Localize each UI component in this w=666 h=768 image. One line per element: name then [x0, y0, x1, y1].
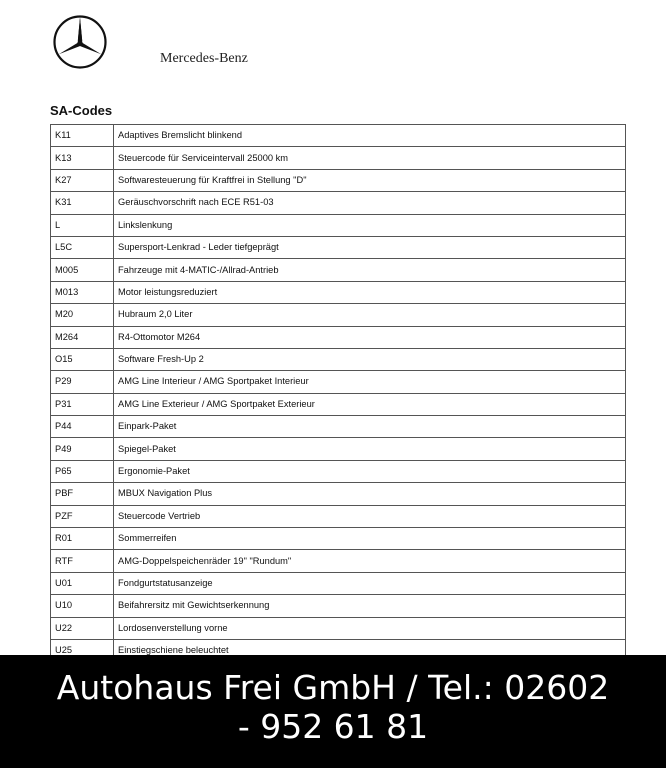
table-row	[51, 125, 626, 147]
sa-code-cell: L5C	[51, 236, 114, 258]
sa-code-cell: M013	[51, 281, 114, 303]
sa-description-cell: Hubraum 2,0 Liter	[114, 304, 626, 326]
sa-code-cell: P49	[51, 438, 114, 460]
sa-code-cell: K13	[51, 147, 114, 169]
sa-description-cell: Lordosenverstellung vorne	[114, 617, 626, 639]
table-row	[51, 371, 626, 393]
table-row	[51, 483, 626, 505]
sa-code-cell: PBF	[51, 483, 114, 505]
table-row	[51, 348, 626, 370]
sa-description-cell: Beifahrersitz mit Gewichtserkennung	[114, 595, 626, 617]
sa-code-cell: U10	[51, 595, 114, 617]
brand-name: Mercedes-Benz	[160, 51, 248, 66]
sa-description-cell: AMG-Doppelspeichenräder 19" "Rundum"	[114, 550, 626, 572]
sa-description-cell: Steuercode für Serviceintervall 25000 km	[114, 147, 626, 169]
sa-code-cell: RTF	[51, 550, 114, 572]
sa-description-cell: Softwaresteuerung für Kraftfrei in Stellung "D"	[114, 169, 626, 191]
sa-description-cell: Einstiegschiene beleuchtet	[114, 639, 626, 661]
table-row	[51, 281, 626, 303]
sa-code-cell: M005	[51, 259, 114, 281]
table-row	[51, 169, 626, 191]
section-title: SA-Codes	[50, 103, 113, 118]
sa-description-cell: AMG Line Exterieur / AMG Sportpaket Exterieur	[114, 393, 626, 415]
sa-code-cell: P29	[51, 371, 114, 393]
mercedes-star-icon	[52, 14, 108, 70]
table-row	[51, 393, 626, 415]
table-row	[51, 595, 626, 617]
sa-description-cell: Geräuschvorschrift nach ECE R51-03	[114, 192, 626, 214]
sa-code-cell: K27	[51, 169, 114, 191]
sa-description-cell: Ergonomie-Paket	[114, 460, 626, 482]
sa-description-cell: Einpark-Paket	[114, 416, 626, 438]
table-row	[51, 528, 626, 550]
sa-description-cell: Sommerreifen	[114, 528, 626, 550]
sa-description-cell: Steuercode Vertrieb	[114, 505, 626, 527]
dealer-banner	[0, 655, 666, 768]
table-row	[51, 192, 626, 214]
sa-code-cell: P31	[51, 393, 114, 415]
table-row	[51, 214, 626, 236]
sa-description-cell: Fondgurtstatusanzeige	[114, 572, 626, 594]
sa-code-cell: K31	[51, 192, 114, 214]
sa-code-cell: U01	[51, 572, 114, 594]
banner-line-2: - 952 61 81	[237, 707, 429, 746]
table-row	[51, 460, 626, 482]
table-row	[51, 438, 626, 460]
table-row	[51, 147, 626, 169]
table-row	[51, 572, 626, 594]
table-row	[51, 326, 626, 348]
sa-description-cell: Software Fresh-Up 2	[114, 348, 626, 370]
table-row	[51, 236, 626, 258]
sa-description-cell: Motor leistungsreduziert	[114, 281, 626, 303]
sa-code-cell: U25	[51, 639, 114, 661]
table-row	[51, 259, 626, 281]
sa-code-cell: K11	[51, 125, 114, 147]
sa-code-cell: PZF	[51, 505, 114, 527]
table-row	[51, 617, 626, 639]
sa-description-cell: R4-Ottomotor M264	[114, 326, 626, 348]
table-row	[51, 505, 626, 527]
sa-code-cell: U22	[51, 617, 114, 639]
sa-code-cell: R01	[51, 528, 114, 550]
sa-description-cell: Spiegel-Paket	[114, 438, 626, 460]
banner-line-1: Autohaus Frei GmbH / Tel.: 02602	[56, 668, 610, 707]
sa-code-cell: M20	[51, 304, 114, 326]
table-row	[51, 304, 626, 326]
sa-description-cell: Fahrzeuge mit 4-MATIC-/Allrad-Antrieb	[114, 259, 626, 281]
sa-code-cell: P65	[51, 460, 114, 482]
sa-description-cell: MBUX Navigation Plus	[114, 483, 626, 505]
sa-code-cell: O15	[51, 348, 114, 370]
sa-description-cell: Supersport-Lenkrad - Leder tiefgeprägt	[114, 236, 626, 258]
sa-code-cell: M264	[51, 326, 114, 348]
sa-code-cell: P44	[51, 416, 114, 438]
sa-description-cell: Adaptives Bremslicht blinkend	[114, 125, 626, 147]
table-row	[51, 416, 626, 438]
sa-description-cell: Linkslenkung	[114, 214, 626, 236]
sa-codes-table	[50, 124, 626, 662]
sa-code-cell: L	[51, 214, 114, 236]
table-row	[51, 550, 626, 572]
sa-description-cell: AMG Line Interieur / AMG Sportpaket Interieur	[114, 371, 626, 393]
